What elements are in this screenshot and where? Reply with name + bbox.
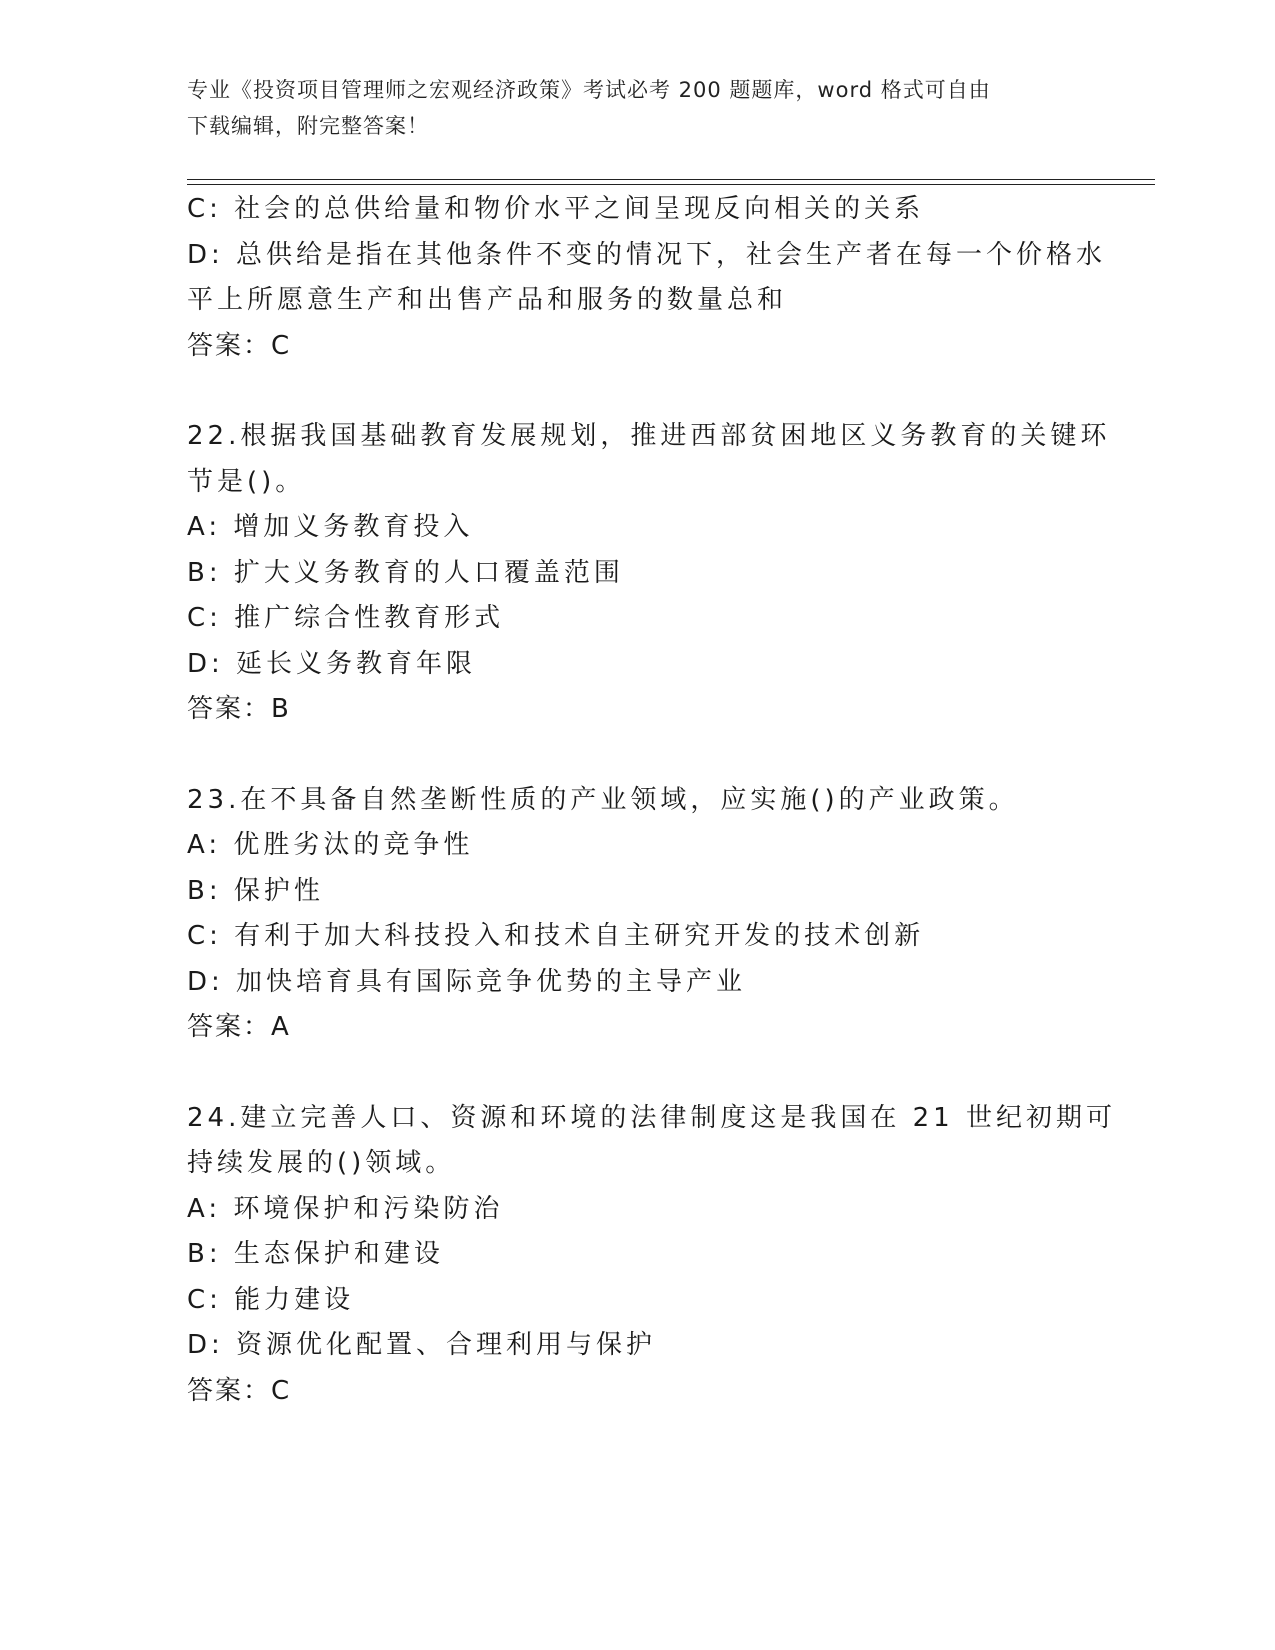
question-22 bbox=[187, 414, 1111, 733]
header-divider-top bbox=[187, 179, 1155, 180]
option-a: A: 增加义务教育投入 bbox=[187, 512, 474, 542]
option-d: D: 加快培育具有国际竞争优势的主导产业 bbox=[187, 966, 747, 997]
option-b: B: 扩大义务教育的人口覆盖范围 bbox=[187, 557, 624, 588]
option-d: D: 延长义务教育年限 bbox=[187, 648, 477, 679]
question-stem-line-1: 22.根据我国基础教育发展规划，推进西部贫困地区义务教育的关键环 bbox=[187, 421, 1111, 451]
answer: 答案：B bbox=[187, 694, 291, 724]
question-24 bbox=[187, 1096, 1116, 1415]
option-a: A: 环境保护和污染防治 bbox=[187, 1193, 504, 1224]
option-a: A: 优胜劣汰的竞争性 bbox=[187, 830, 474, 860]
answer: 答案：C bbox=[187, 330, 292, 361]
question-stem-line-1: 24.建立完善人口、资源和环境的法律制度这是我国在 21 世纪初期可 bbox=[187, 1102, 1116, 1133]
header-line-2: 下载编辑，附完整答案！ bbox=[187, 114, 429, 138]
option-b: B: 保护性 bbox=[187, 875, 324, 906]
answer: 答案：C bbox=[187, 1375, 292, 1406]
option-d-line-1: D: 总供给是指在其他条件不变的情况下，社会生产者在每一个价格水 bbox=[187, 239, 1107, 270]
option-d: D: 资源优化配置、合理利用与保护 bbox=[187, 1330, 657, 1360]
question-content bbox=[187, 187, 1116, 1414]
question-stem-line-2: 持续发展的()领域。 bbox=[187, 1148, 456, 1178]
option-d-line-2: 平上所愿意生产和出售产品和服务的数量总和 bbox=[187, 285, 788, 315]
header-line-1: 专业《投资项目管理师之宏观经济政策》考试必考 200 题题库，word 格式可自由 bbox=[187, 78, 991, 102]
question-stem-line-1: 23.在不具备自然垄断性质的产业领域，应实施()的产业政策。 bbox=[187, 784, 1019, 815]
option-c: C: 推广综合性教育形式 bbox=[187, 603, 505, 633]
question-23 bbox=[187, 778, 1087, 1051]
answer: 答案：A bbox=[187, 1012, 291, 1042]
document-header bbox=[187, 72, 1087, 144]
question-21-tail bbox=[187, 187, 1107, 369]
header-divider-bottom bbox=[187, 184, 1155, 185]
option-c: C: 能力建设 bbox=[187, 1284, 355, 1315]
option-c: C: 社会的总供给量和物价水平之间呈现反向相关的关系 bbox=[187, 194, 925, 224]
option-c: C: 有利于加大科技投入和技术自主研究开发的技术创新 bbox=[187, 921, 925, 951]
question-stem-line-2: 节是()。 bbox=[187, 466, 306, 497]
option-b: B: 生态保护和建设 bbox=[187, 1239, 444, 1269]
